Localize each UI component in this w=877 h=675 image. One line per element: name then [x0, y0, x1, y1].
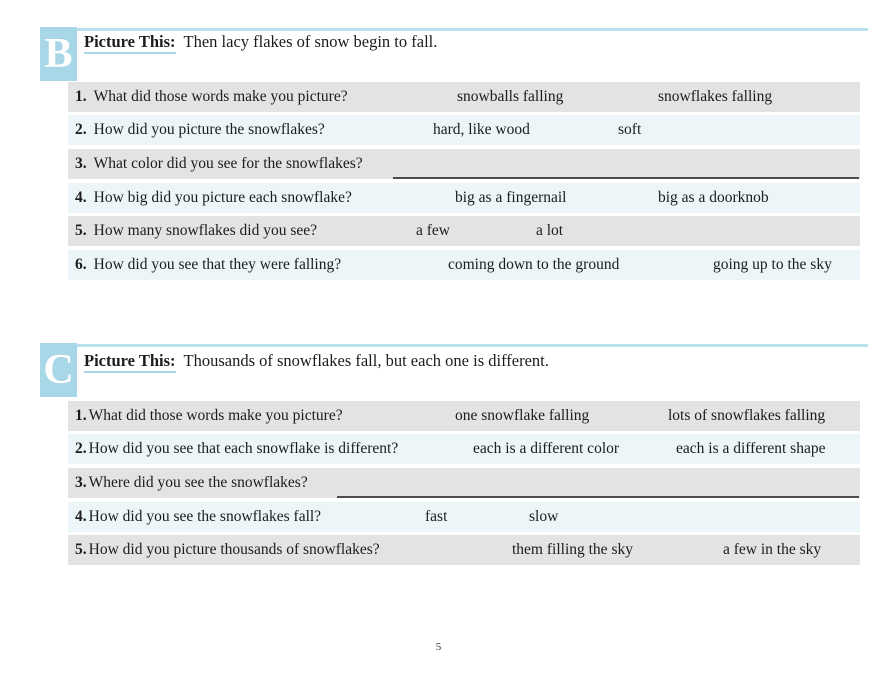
question-row — [68, 502, 860, 532]
page-number: 5 — [435, 641, 442, 653]
answer-choice[interactable]: coming down to the ground — [448, 256, 620, 273]
answer-choice[interactable]: them filling the sky — [512, 541, 633, 558]
section-b-badge: B — [40, 27, 77, 81]
section-c-top-rule — [77, 344, 868, 347]
question-text: How did you see that they were falling? — [93, 256, 342, 273]
picture-this-sentence: Then lacy flakes of snow begin to fall. — [183, 32, 438, 51]
answer-choice[interactable]: slow — [529, 508, 559, 525]
section-b-title — [84, 32, 437, 52]
question-text: How big did you picture each snowflake? — [93, 189, 352, 206]
question-number: 3. — [75, 474, 87, 491]
answer-choice[interactable]: a few in the sky — [723, 541, 822, 558]
picture-this-sentence: Thousands of snowflakes fall, but each one is different. — [183, 351, 549, 370]
answer-blank-line[interactable] — [393, 177, 859, 179]
section-b-top-rule — [77, 28, 868, 31]
question-row — [68, 115, 860, 145]
answer-choice[interactable]: each is a different color — [473, 440, 620, 457]
question-number: 5. — [75, 541, 87, 558]
answer-choice[interactable]: lots of snowflakes falling — [668, 407, 826, 424]
section-c-title — [84, 351, 549, 371]
question-row — [68, 401, 860, 431]
question-row — [68, 149, 860, 179]
question-number: 3. — [75, 155, 87, 172]
answer-choice[interactable]: one snowflake falling — [455, 407, 590, 424]
question-number: 4. — [75, 508, 87, 525]
question-text: What did those words make you picture? — [88, 407, 343, 424]
question-text: How did you picture thousands of snowflakes? — [88, 541, 380, 558]
picture-this-label: Picture This: — [84, 32, 176, 54]
question-number: 2. — [75, 121, 87, 138]
question-row — [68, 468, 860, 498]
answer-choice[interactable]: a few — [416, 222, 450, 239]
question-number: 4. — [75, 189, 87, 206]
answer-choice[interactable]: soft — [618, 121, 642, 138]
question-text: How many snowflakes did you see? — [93, 222, 318, 239]
question-number: 1. — [75, 407, 87, 424]
question-number: 5. — [75, 222, 87, 239]
question-text: What color did you see for the snowflakes? — [93, 155, 363, 172]
answer-choice[interactable]: going up to the sky — [713, 256, 832, 273]
question-row — [68, 434, 860, 464]
answer-choice[interactable]: big as a doorknob — [658, 189, 769, 206]
question-text: How did you see the snowflakes fall? — [88, 508, 322, 525]
picture-this-label: Picture This: — [84, 351, 176, 373]
question-text: Where did you see the snowflakes? — [88, 474, 308, 491]
question-row — [68, 183, 860, 213]
question-row — [68, 250, 860, 280]
question-text: What did those words make you picture? — [93, 88, 348, 105]
answer-blank-line[interactable] — [337, 496, 859, 498]
question-row — [68, 82, 860, 112]
question-number: 2. — [75, 440, 87, 457]
answer-choice[interactable]: fast — [425, 508, 448, 525]
question-number: 6. — [75, 256, 87, 273]
answer-choice[interactable]: each is a different shape — [676, 440, 826, 457]
answer-choice[interactable]: hard, like wood — [433, 121, 530, 138]
question-row — [68, 535, 860, 565]
answer-choice[interactable]: snowflakes falling — [658, 88, 773, 105]
question-row — [68, 216, 860, 246]
answer-choice[interactable]: a lot — [536, 222, 564, 239]
question-text: How did you picture the snowflakes? — [93, 121, 325, 138]
section-c-badge: C — [40, 343, 77, 397]
answer-choice[interactable]: snowballs falling — [457, 88, 564, 105]
question-number: 1. — [75, 88, 87, 105]
question-text: How did you see that each snowflake is different? — [88, 440, 399, 457]
answer-choice[interactable]: big as a fingernail — [455, 189, 567, 206]
